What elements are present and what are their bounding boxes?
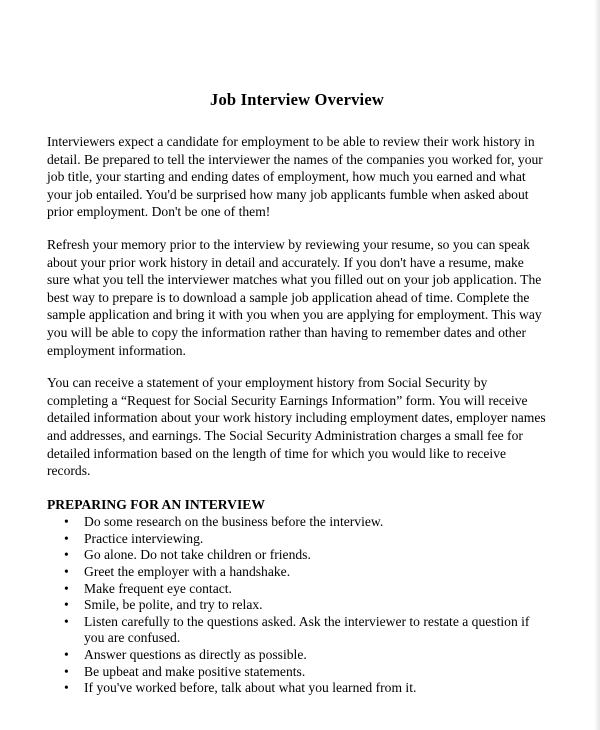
bullet-icon: • [64,514,69,530]
list-item-text: Smile, be polite, and try to relax. [84,597,263,613]
bullet-icon: • [64,647,69,663]
document-title: Job Interview Overview [210,90,384,109]
list-item [47,581,547,598]
list-item-text: Be upbeat and make positive statements. [84,663,306,679]
list-item [47,564,547,581]
list-item [47,597,547,614]
bullet-icon: • [64,530,69,546]
page-edge-shadow [594,0,600,730]
list-item-text: Do some research on the business before the interview. [84,514,384,530]
paragraph-social-security: You can receive a statement of your employment history from Social Security by completing a “Request for Social Security Earnings Information” form. You will receive detailed information about your work history including employment dates, employer names and addresses, and earnings. The Social Security Administration charges a small fee for detailed information based on the length of time for which you would like to receive records. [47,375,546,479]
list-item-text: Go alone. Do not take children or friends. [84,547,311,563]
paragraph-work-history: Interviewers expect a candidate for employment to be able to review their work history in detail. Be prepared to tell the interviewer the names of the companies you worked for, your job title, your starting and ending dates of employment, how much you earned and what your job entailed. You'd be surprised how many job applicants fumble when asked about prior employment. Don't be one of them! [47,134,543,220]
list-item-text: Greet the employer with a handshake. [84,564,291,580]
list-item-text: Listen carefully to the questions asked. Ask the interviewer to restate a question if you are confused. [84,613,530,646]
bullet-icon: • [64,663,69,679]
document-body [47,90,547,697]
list-item-text: Make frequent eye contact. [84,580,232,596]
list-item-text: Practice interviewing. [84,530,204,546]
bullet-icon: • [64,547,69,563]
list-item [47,531,547,548]
interview-tips-list [47,514,547,697]
list-item [47,614,547,647]
bullet-icon: • [64,597,69,613]
list-item [47,664,547,681]
bullet-icon: • [64,613,69,629]
list-item [47,547,547,564]
list-item [47,680,547,697]
list-item-text: If you've worked before, talk about what you learned from it. [84,680,417,696]
section-heading: PREPARING FOR AN INTERVIEW [47,496,265,512]
paragraph-refresh-memory: Refresh your memory prior to the interview by reviewing your resume, so you can speak about your prior work history in detail and accurately. If you don't have a resume, make sure what you tell the interviewer matches what you filled out on your job application. The best way to prepare is to download a sample job application ahead of time. Complete the sample application and bring it with you when you are applying for employment. This way you will be able to copy the information rather than having to remember dates and other employment information. [47,236,542,358]
list-item [47,514,547,531]
bullet-icon: • [64,680,69,696]
list-item-text: Answer questions as directly as possible. [84,647,307,663]
bullet-icon: • [64,564,69,580]
bullet-icon: • [64,580,69,596]
list-item [47,647,547,664]
